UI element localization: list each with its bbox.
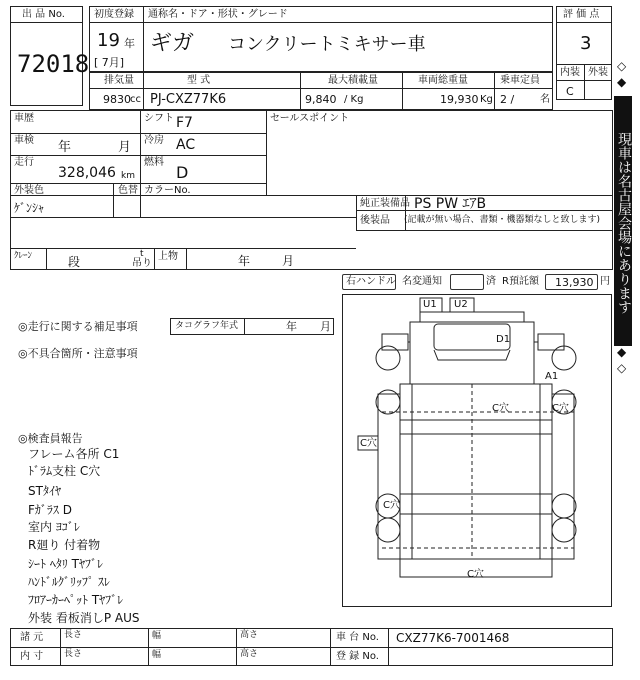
dims-label: 諸 元 xyxy=(20,632,44,643)
fuel-value: D xyxy=(176,163,189,182)
detail-box xyxy=(10,110,613,270)
tag-c-hole-rear: C穴 xyxy=(383,500,400,511)
tacho-year: 年 xyxy=(286,320,297,333)
inspector-line-8: ﾊﾝﾄﾞﾙｸﾞﾘｯﾌﾟ ｽﾚ xyxy=(28,575,110,589)
inspector-label: ◎検査員報告 xyxy=(18,432,83,445)
defects-label: ◎不具合箇所・注意事項 xyxy=(18,347,138,360)
side-top-mark2: ◆ xyxy=(617,75,627,89)
year-unit: 年 xyxy=(124,37,135,50)
aircon-value: AC xyxy=(176,137,196,153)
inspector-line-2: ﾄﾞﾗﾑ支柱 C穴 xyxy=(28,464,101,478)
side-bottom-mark: ◆ xyxy=(617,345,627,359)
capacity-value: 2 / xyxy=(500,93,515,106)
first-reg-month: [ 7月] xyxy=(94,56,125,69)
tag-u1: U1 xyxy=(423,299,437,310)
type-value: PJ-CXZ77K6 xyxy=(150,92,227,107)
gross-weight-label: 車両総重量 xyxy=(418,75,468,86)
inspector-line-7: ｼｰﾄ ﾍﾀﾘ Tﾔﾌﾞﾚ xyxy=(28,557,103,571)
recycle-done: 済 xyxy=(486,276,496,287)
truck-diagram xyxy=(342,294,612,607)
exterior-grade-label: 外装 xyxy=(588,67,608,78)
equipment-value: PS PW ｴｱB xyxy=(414,196,487,212)
chassis-number: CXZ77K6-7001468 xyxy=(396,631,510,645)
registration-label: 登 録 No. xyxy=(336,651,379,662)
interior-dims-label: 内 寸 xyxy=(20,651,44,662)
color-code-label: カラーNo. xyxy=(144,185,191,196)
loading-month: 月 xyxy=(282,254,295,268)
inspector-line-1: フレーム各所 C1 xyxy=(28,447,120,461)
loading-year: 年 xyxy=(238,254,251,268)
mileage-label: 走行 xyxy=(14,157,34,168)
lot-number: 72018 xyxy=(17,50,90,78)
recycle-label: R預託額 xyxy=(502,276,539,287)
fuel-label: 燃料 xyxy=(144,157,164,168)
exterior-color-label: 外装色 xyxy=(14,185,44,196)
inspection-label: 車検 xyxy=(14,135,34,146)
inspector-line-6: R廻り 付着物 xyxy=(28,538,101,552)
gross-weight-unit: Kg xyxy=(480,94,493,105)
capacity-label: 乗車定員 xyxy=(500,75,540,86)
displacement-value: 9830 xyxy=(103,93,131,106)
crane-label: ｸﾚｰﾝ xyxy=(14,251,33,261)
tag-c-hole-right: C穴 xyxy=(552,403,569,414)
first-reg-year: 19 xyxy=(97,30,120,51)
loading-label: 上物 xyxy=(158,251,178,262)
tag-c-hole-left: C穴 xyxy=(360,438,377,449)
max-load-value: 9,840 xyxy=(305,93,337,106)
tag-c-hole-center: C穴 xyxy=(492,403,509,414)
tag-u2: U2 xyxy=(454,299,468,310)
crane-lift: 吊り xyxy=(132,258,152,269)
tag-c-hole-bottom: C穴 xyxy=(467,569,484,580)
model-name-label: 通称名・ドア・形状・グレード xyxy=(148,9,288,20)
max-load-unit: / Kg xyxy=(344,94,364,105)
chassis-label: 車 台 No. xyxy=(336,632,379,643)
tacho-label: タコグラフ年式 xyxy=(175,321,239,331)
inspector-line-3: STﾀｲﾔ xyxy=(28,484,61,498)
grade-label: 評 価 点 xyxy=(563,9,600,20)
type-label: 型 式 xyxy=(187,75,211,86)
grade-value: 3 xyxy=(580,33,592,54)
aftermarket-note: (記載が無い場合、書類・機器類なしと致します) xyxy=(404,215,601,225)
shift-label: シフト xyxy=(144,113,174,124)
displacement-label: 排気量 xyxy=(104,75,134,86)
first-reg-label: 初度登録 xyxy=(94,9,134,20)
max-load-label: 最大積載量 xyxy=(328,75,378,86)
aftermarket-label: 後装品 xyxy=(360,215,390,226)
height-label-1: 高さ xyxy=(240,630,259,640)
lot-label: 出 品 No. xyxy=(22,9,65,20)
aircon-label: 冷房 xyxy=(144,135,164,146)
tag-d1: D1 xyxy=(496,334,511,345)
model-name: ギガ xyxy=(150,31,195,56)
mileage-unit: km xyxy=(121,171,135,181)
model-body: コンクリートミキサー車 xyxy=(228,34,426,55)
length-label-1: 長さ xyxy=(64,630,83,640)
width-label-2: 幅 xyxy=(152,650,162,660)
length-label-2: 長さ xyxy=(64,649,83,659)
sales-point-label: セールスポイント xyxy=(270,113,350,124)
tacho-month: 月 xyxy=(320,320,331,333)
equipment-label: 純正装備品 xyxy=(360,198,410,209)
inspector-line-5: 室内 ﾖｺﾞﾚ xyxy=(28,520,80,534)
inspector-line-9: ﾌﾛｱｰｶｰﾍﾟｯﾄ Tﾔﾌﾞﾚ xyxy=(28,593,124,607)
height-label-2: 高さ xyxy=(240,649,259,659)
displacement-unit: cc xyxy=(130,94,141,105)
side-top-mark: ◇ xyxy=(617,59,627,73)
right-hand-label: 右ハンドル xyxy=(346,276,396,287)
name-change-label: 名変通知 xyxy=(402,276,442,287)
capacity-unit: 名 xyxy=(540,94,550,105)
mileage-value: 328,046 xyxy=(58,165,116,181)
tag-a1: A1 xyxy=(545,371,559,382)
interior-grade: C xyxy=(566,85,574,98)
driving-notes-label: ◎走行に関する補足事項 xyxy=(18,320,138,333)
side-bottom-mark2: ◇ xyxy=(617,361,627,375)
inspector-line-4: Fｶﾞﾗｽ D xyxy=(28,503,72,517)
inspection-year: 年 xyxy=(58,140,72,155)
name-change-box xyxy=(450,274,484,290)
recycle-unit: 円 xyxy=(600,276,610,287)
shift-value: F7 xyxy=(176,115,193,131)
inspector-line-10: 外装 看板消しP AUS xyxy=(28,611,140,625)
exterior-color-value: ｹﾞﾝｼｬ xyxy=(14,201,45,215)
gross-weight-value: 19,930 xyxy=(440,93,479,106)
crane-steps: 段 xyxy=(68,255,81,269)
interior-grade-label: 内装 xyxy=(560,67,580,78)
side-banner: 現車は名古屋会場にあります xyxy=(614,96,632,346)
history-label: 車歴 xyxy=(14,113,34,124)
width-label-1: 幅 xyxy=(152,631,162,641)
color-no-label: 色替 xyxy=(118,185,138,196)
crane-ton: t xyxy=(140,249,144,259)
inspection-month: 月 xyxy=(118,140,132,155)
recycle-amount: 13,930 xyxy=(555,276,594,289)
